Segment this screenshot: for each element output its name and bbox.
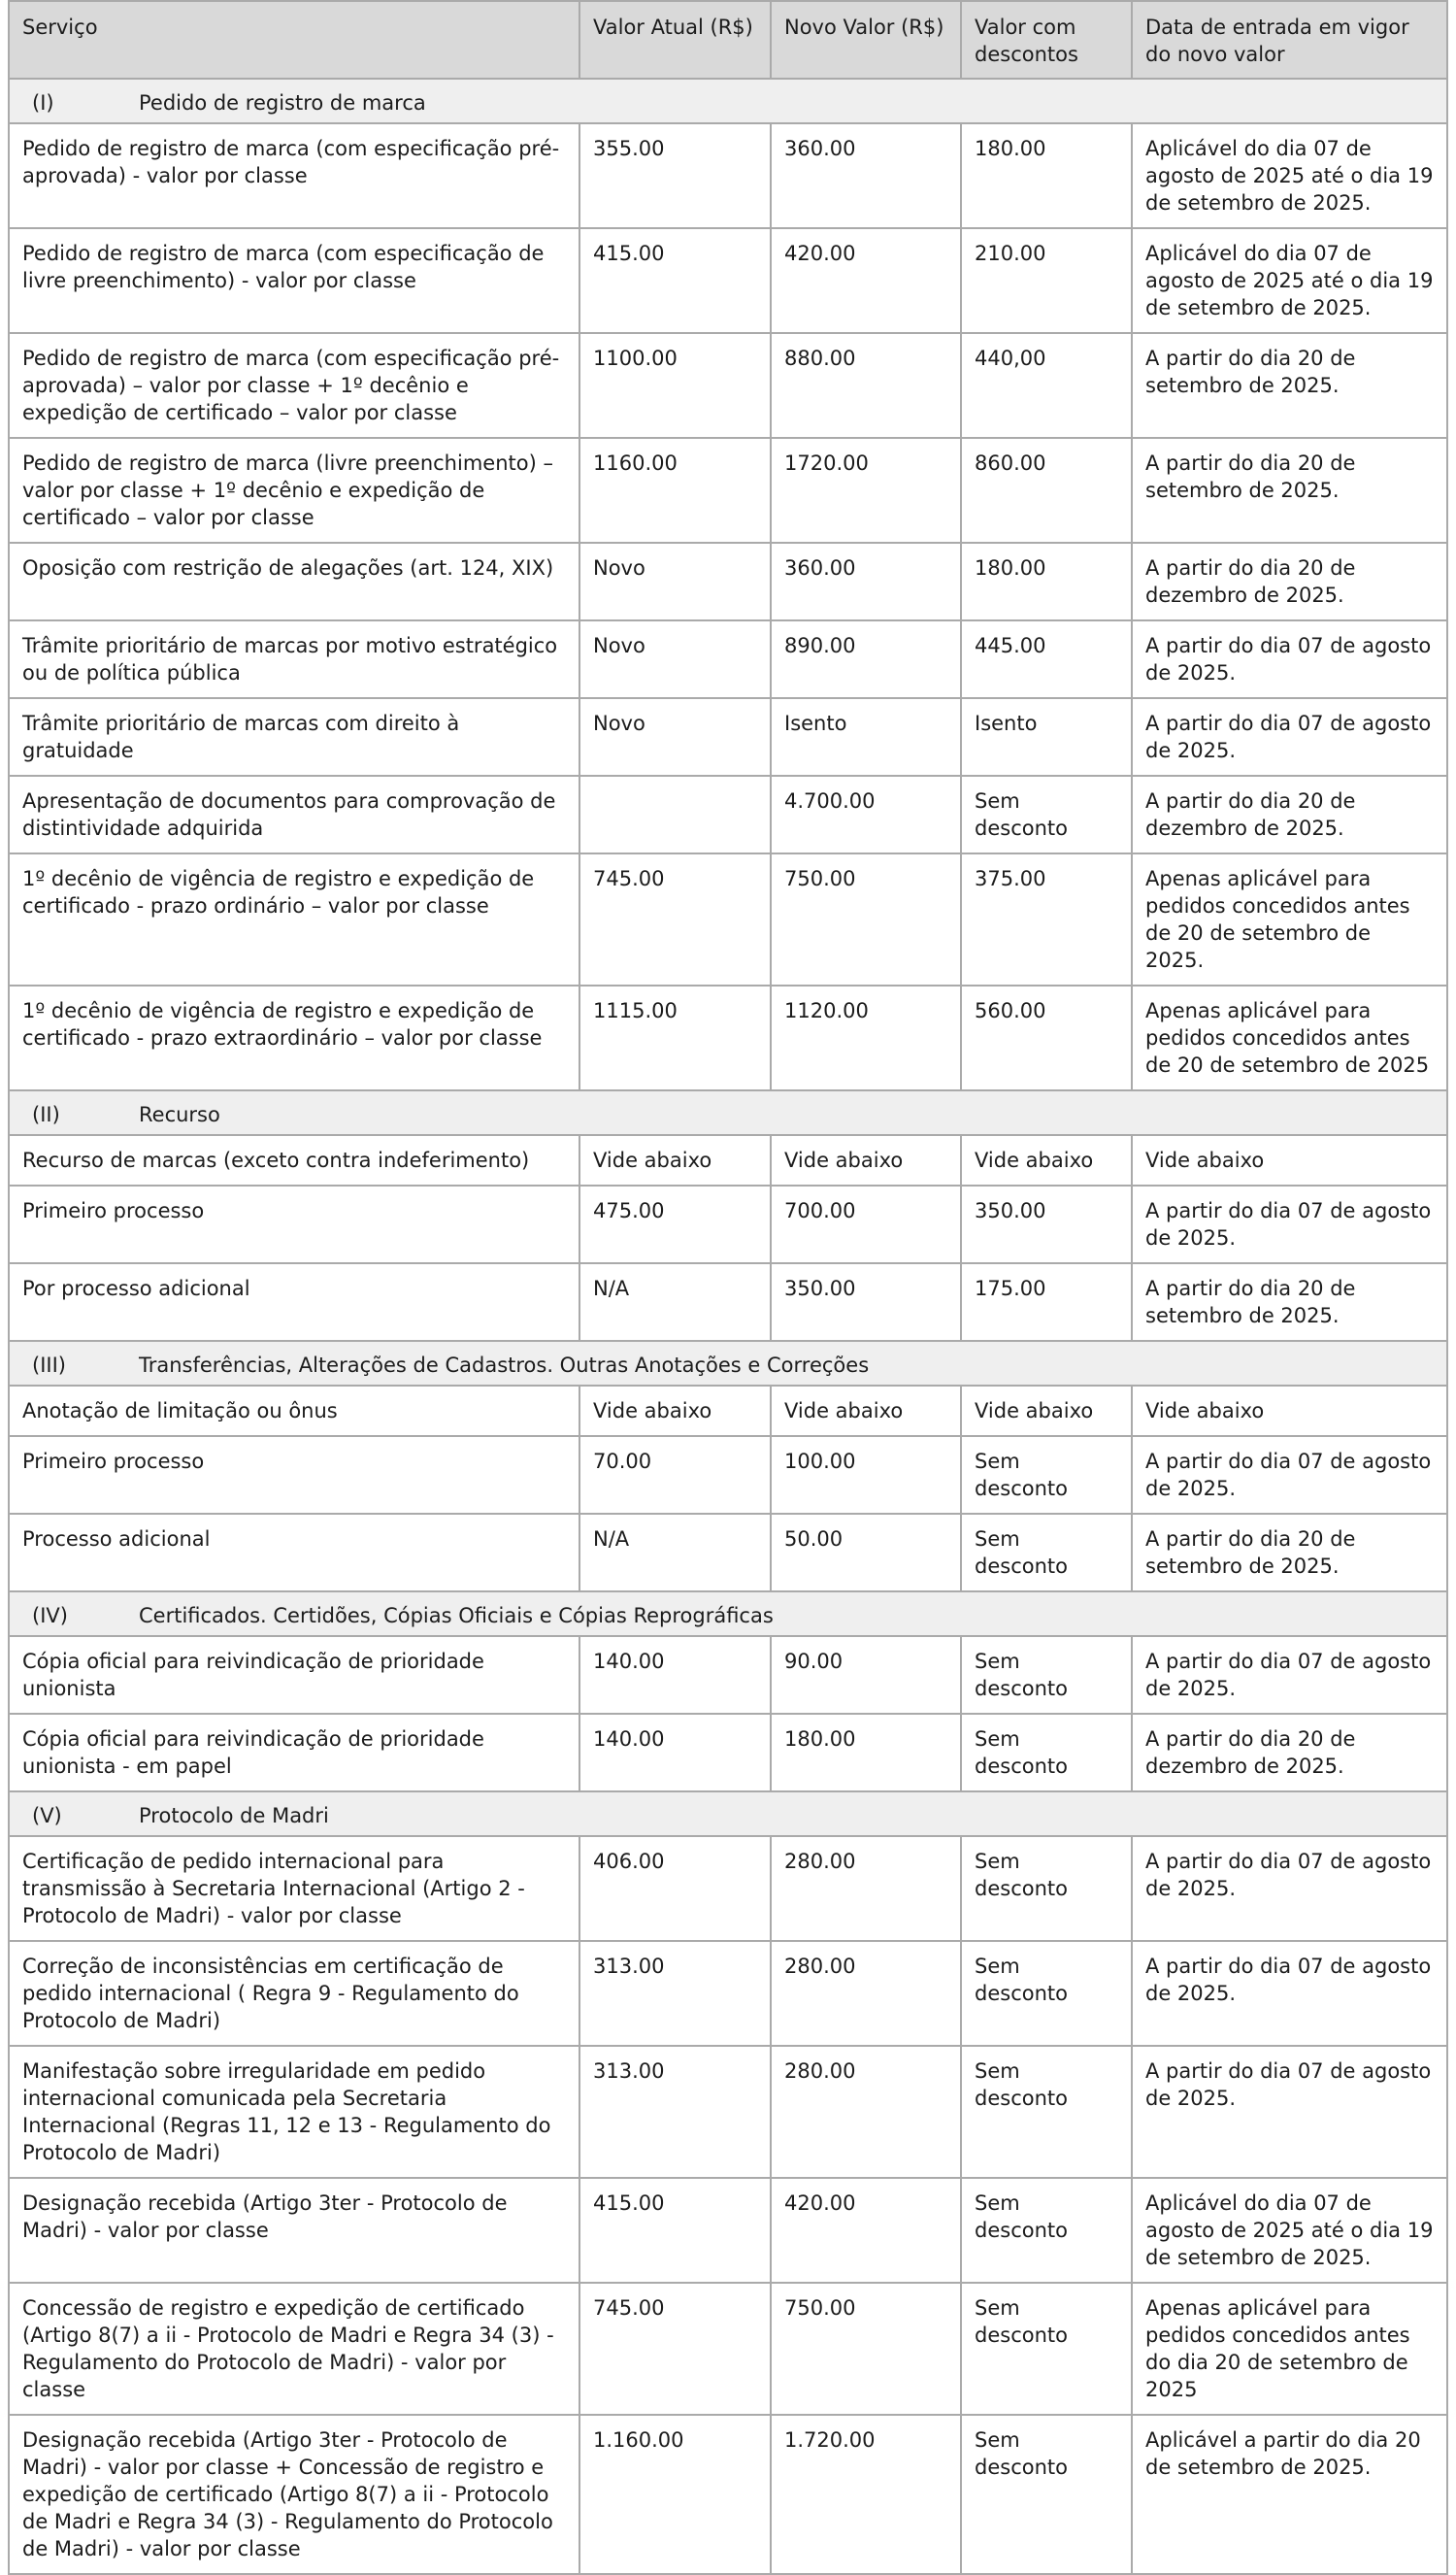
section-title: Transferências, Alterações de Cadastros. Outras Anotações e Correções [139, 1354, 870, 1377]
cell-data-vigor: Apenas aplicável para pedidos concedidos antes de 20 de setembro de 2025. [1132, 853, 1447, 986]
section-title: Protocolo de Madri [139, 1804, 329, 1827]
table-row [9, 1386, 1447, 1436]
cell-servico: Primeiro processo [9, 1436, 579, 1514]
cell-data-vigor: A partir do dia 20 de dezembro de 2025. [1132, 1714, 1447, 1791]
cell-valor-atual: 745.00 [579, 2283, 771, 2415]
table-row [9, 1186, 1447, 1263]
header-novo-valor: Novo Valor (R$) [771, 1, 961, 79]
cell-data-vigor: A partir do dia 20 de setembro de 2025. [1132, 438, 1447, 543]
table-header-row [9, 1, 1447, 79]
cell-novo-valor: 90.00 [771, 1636, 961, 1714]
cell-servico: Cópia oficial para reivindicação de prioridade unionista - em papel [9, 1714, 579, 1791]
cell-valor-descontos: 210.00 [961, 228, 1132, 333]
cell-valor-descontos: Sem desconto [961, 1436, 1132, 1514]
cell-valor-descontos: Sem desconto [961, 2415, 1132, 2574]
cell-novo-valor: 1120.00 [771, 986, 961, 1090]
table-row [9, 1135, 1447, 1186]
cell-valor-atual: 1100.00 [579, 333, 771, 438]
cell-novo-valor: 1.720.00 [771, 2415, 961, 2574]
cell-valor-descontos: Sem desconto [961, 2283, 1132, 2415]
cell-valor-atual: 475.00 [579, 1186, 771, 1263]
cell-data-vigor: A partir do dia 20 de dezembro de 2025. [1132, 543, 1447, 620]
table-row [9, 698, 1447, 776]
section-title: Recurso [139, 1103, 220, 1126]
cell-valor-atual: 140.00 [579, 1714, 771, 1791]
cell-data-vigor: Aplicável do dia 07 de agosto de 2025 até o dia 19 de setembro de 2025. [1132, 123, 1447, 228]
table-row [9, 986, 1447, 1090]
cell-valor-atual: Novo [579, 698, 771, 776]
cell-valor-atual: 355.00 [579, 123, 771, 228]
cell-valor-atual: 1.160.00 [579, 2415, 771, 2574]
cell-servico: Trâmite prioritário de marcas com direito à gratuidade [9, 698, 579, 776]
cell-valor-atual: Vide abaixo [579, 1135, 771, 1186]
table-row [9, 2178, 1447, 2283]
section-row [9, 1591, 1447, 1636]
section-row [9, 79, 1447, 123]
cell-valor-atual: 1115.00 [579, 986, 771, 1090]
cell-valor-descontos: 560.00 [961, 986, 1132, 1090]
cell-servico: 1º decênio de vigência de registro e expedição de certificado - prazo ordinário – valor por classe [9, 853, 579, 986]
cell-data-vigor: Aplicável do dia 07 de agosto de 2025 até o dia 19 de setembro de 2025. [1132, 2178, 1447, 2283]
table-row [9, 776, 1447, 853]
cell-data-vigor: A partir do dia 07 de agosto de 2025. [1132, 1186, 1447, 1263]
table-row [9, 228, 1447, 333]
header-data-vigor: Data de entrada em vigor do novo valor [1132, 1, 1447, 79]
cell-data-vigor: Aplicável do dia 07 de agosto de 2025 até o dia 19 de setembro de 2025. [1132, 228, 1447, 333]
cell-novo-valor: 890.00 [771, 620, 961, 698]
cell-valor-descontos: Vide abaixo [961, 1386, 1132, 1436]
section-code: (V) [32, 1804, 62, 1827]
cell-novo-valor: 360.00 [771, 123, 961, 228]
cell-servico: Pedido de registro de marca (com especificação de livre preenchimento) - valor por classe [9, 228, 579, 333]
cell-data-vigor: A partir do dia 07 de agosto de 2025. [1132, 2046, 1447, 2178]
cell-novo-valor: 280.00 [771, 2046, 961, 2178]
cell-servico: 1º decênio de vigência de registro e expedição de certificado - prazo extraordinário – valor por classe [9, 986, 579, 1090]
cell-novo-valor: 280.00 [771, 1836, 961, 1941]
cell-valor-atual: 406.00 [579, 1836, 771, 1941]
cell-valor-atual: Novo [579, 543, 771, 620]
cell-novo-valor: 360.00 [771, 543, 961, 620]
cell-data-vigor: Aplicável a partir do dia 20 de setembro de 2025. [1132, 2415, 1447, 2574]
cell-valor-descontos: Isento [961, 698, 1132, 776]
section-cell [9, 1591, 1447, 1636]
cell-servico: Pedido de registro de marca (com especificação pré-aprovada) - valor por classe [9, 123, 579, 228]
table-row [9, 543, 1447, 620]
table-row [9, 1263, 1447, 1341]
table-row [9, 2283, 1447, 2415]
section-title: Certificados. Certidões, Cópias Oficiais e Cópias Reprográficas [139, 1604, 774, 1627]
cell-valor-descontos: 445.00 [961, 620, 1132, 698]
cell-valor-atual: 745.00 [579, 853, 771, 986]
cell-valor-descontos: 860.00 [961, 438, 1132, 543]
section-cell [9, 1791, 1447, 1836]
cell-valor-descontos: Vide abaixo [961, 1135, 1132, 1186]
cell-servico: Certificação de pedido internacional para transmissão à Secretaria Internacional (Artigo 2 - Protocolo de Madri) - valor por classe [9, 1836, 579, 1941]
cell-valor-atual [579, 776, 771, 853]
cell-novo-valor: 1720.00 [771, 438, 961, 543]
cell-novo-valor: 700.00 [771, 1186, 961, 1263]
cell-novo-valor: 420.00 [771, 2178, 961, 2283]
cell-servico: Correção de inconsistências em certificação de pedido internacional ( Regra 9 - Regulamento do Protocolo de Madri) [9, 1941, 579, 2046]
cell-valor-descontos: Sem desconto [961, 2046, 1132, 2178]
cell-servico: Concessão de registro e expedição de certificado (Artigo 8(7) a ii - Protocolo de Madri e Regra 34 (3) - Regulamento do Protocolo de Madri) - valor por classe [9, 2283, 579, 2415]
header-valor-atual: Valor Atual (R$) [579, 1, 771, 79]
cell-data-vigor: Apenas aplicável para pedidos concedidos antes de 20 de setembro de 2025 [1132, 986, 1447, 1090]
table-row [9, 853, 1447, 986]
cell-data-vigor: Vide abaixo [1132, 1386, 1447, 1436]
cell-novo-valor: 350.00 [771, 1263, 961, 1341]
cell-novo-valor: 180.00 [771, 1714, 961, 1791]
cell-valor-atual: 313.00 [579, 2046, 771, 2178]
table-row [9, 1836, 1447, 1941]
cell-valor-atual: 415.00 [579, 2178, 771, 2283]
cell-valor-descontos: Sem desconto [961, 1941, 1132, 2046]
cell-valor-descontos: Sem desconto [961, 1714, 1132, 1791]
cell-data-vigor: A partir do dia 20 de setembro de 2025. [1132, 1263, 1447, 1341]
cell-novo-valor: 750.00 [771, 853, 961, 986]
section-code: (IV) [32, 1604, 68, 1627]
cell-novo-valor: 750.00 [771, 2283, 961, 2415]
section-cell [9, 1341, 1447, 1386]
cell-valor-descontos: 350.00 [961, 1186, 1132, 1263]
cell-valor-descontos: Sem desconto [961, 1836, 1132, 1941]
cell-valor-atual: 415.00 [579, 228, 771, 333]
cell-data-vigor: A partir do dia 07 de agosto de 2025. [1132, 1436, 1447, 1514]
cell-data-vigor: Vide abaixo [1132, 1135, 1447, 1186]
cell-servico: Designação recebida (Artigo 3ter - Protocolo de Madri) - valor por classe + Concessão de registro e expedição de certificado (Artigo 8(7) a ii - Protocolo de Madri e Regra 34 (3) - Regulamento do Protocolo de Madri) - valor por classe [9, 2415, 579, 2574]
cell-novo-valor: 100.00 [771, 1436, 961, 1514]
cell-valor-descontos: 440,00 [961, 333, 1132, 438]
section-row [9, 1791, 1447, 1836]
cell-servico: Anotação de limitação ou ônus [9, 1386, 579, 1436]
cell-valor-descontos: Sem desconto [961, 1636, 1132, 1714]
cell-servico: Pedido de registro de marca (livre preenchimento) – valor por classe + 1º decênio e expedição de certificado – valor por classe [9, 438, 579, 543]
cell-data-vigor: A partir do dia 20 de setembro de 2025. [1132, 333, 1447, 438]
cell-servico: Pedido de registro de marca (com especificação pré-aprovada) – valor por classe + 1º decênio e expedição de certificado – valor por classe [9, 333, 579, 438]
cell-data-vigor: A partir do dia 20 de dezembro de 2025. [1132, 776, 1447, 853]
cell-novo-valor: 280.00 [771, 1941, 961, 2046]
table-row [9, 438, 1447, 543]
section-row [9, 1341, 1447, 1386]
cell-servico: Processo adicional [9, 1514, 579, 1591]
cell-valor-atual: 313.00 [579, 1941, 771, 2046]
cell-novo-valor: 880.00 [771, 333, 961, 438]
table-row [9, 1636, 1447, 1714]
cell-servico: Primeiro processo [9, 1186, 579, 1263]
cell-valor-descontos: Sem desconto [961, 776, 1132, 853]
cell-novo-valor: 50.00 [771, 1514, 961, 1591]
section-cell [9, 1090, 1447, 1135]
cell-data-vigor: A partir do dia 07 de agosto de 2025. [1132, 1836, 1447, 1941]
cell-data-vigor: A partir do dia 07 de agosto de 2025. [1132, 1636, 1447, 1714]
header-servico: Serviço [9, 1, 579, 79]
cell-servico: Trâmite prioritário de marcas por motivo estratégico ou de política pública [9, 620, 579, 698]
cell-valor-descontos: Sem desconto [961, 2178, 1132, 2283]
header-valor-descontos: Valor com descontos [961, 1, 1132, 79]
table-row [9, 1941, 1447, 2046]
cell-servico: Cópia oficial para reivindicação de prioridade unionista [9, 1636, 579, 1714]
section-cell [9, 79, 1447, 123]
cell-servico: Manifestação sobre irregularidade em pedido internacional comunicada pela Secretaria Internacional (Regras 11, 12 e 13 - Regulamento do Protocolo de Madri) [9, 2046, 579, 2178]
cell-valor-descontos: 175.00 [961, 1263, 1132, 1341]
section-row [9, 1090, 1447, 1135]
cell-novo-valor: Vide abaixo [771, 1135, 961, 1186]
cell-servico: Designação recebida (Artigo 3ter - Protocolo de Madri) - valor por classe [9, 2178, 579, 2283]
section-code: (II) [32, 1103, 60, 1126]
table-row [9, 2046, 1447, 2178]
cell-valor-descontos: 375.00 [961, 853, 1132, 986]
cell-valor-atual: 1160.00 [579, 438, 771, 543]
table-row [9, 1714, 1447, 1791]
cell-valor-descontos: 180.00 [961, 123, 1132, 228]
fee-table [8, 0, 1448, 2575]
cell-servico: Apresentação de documentos para comprovação de distintividade adquirida [9, 776, 579, 853]
cell-valor-descontos: Sem desconto [961, 1514, 1132, 1591]
section-code: (III) [32, 1354, 66, 1377]
cell-valor-descontos: 180.00 [961, 543, 1132, 620]
cell-data-vigor: A partir do dia 07 de agosto de 2025. [1132, 620, 1447, 698]
table-row [9, 333, 1447, 438]
cell-valor-atual: Vide abaixo [579, 1386, 771, 1436]
cell-data-vigor: Apenas aplicável para pedidos concedidos antes do dia 20 de setembro de 2025 [1132, 2283, 1447, 2415]
table-row [9, 1436, 1447, 1514]
cell-servico: Recurso de marcas (exceto contra indeferimento) [9, 1135, 579, 1186]
cell-valor-atual: Novo [579, 620, 771, 698]
cell-novo-valor: 420.00 [771, 228, 961, 333]
cell-valor-atual: 140.00 [579, 1636, 771, 1714]
section-code: (I) [32, 91, 54, 115]
table-row [9, 2415, 1447, 2574]
cell-valor-atual: 70.00 [579, 1436, 771, 1514]
cell-valor-atual: N/A [579, 1514, 771, 1591]
table-row [9, 1514, 1447, 1591]
cell-servico: Por processo adicional [9, 1263, 579, 1341]
table-row [9, 620, 1447, 698]
cell-novo-valor: 4.700.00 [771, 776, 961, 853]
cell-valor-atual: N/A [579, 1263, 771, 1341]
cell-data-vigor: A partir do dia 20 de setembro de 2025. [1132, 1514, 1447, 1591]
table-body [9, 79, 1447, 2574]
cell-data-vigor: A partir do dia 07 de agosto de 2025. [1132, 698, 1447, 776]
cell-novo-valor: Isento [771, 698, 961, 776]
cell-novo-valor: Vide abaixo [771, 1386, 961, 1436]
table-row [9, 123, 1447, 228]
section-title: Pedido de registro de marca [139, 91, 426, 115]
cell-data-vigor: A partir do dia 07 de agosto de 2025. [1132, 1941, 1447, 2046]
cell-servico: Oposição com restrição de alegações (art. 124, XIX) [9, 543, 579, 620]
